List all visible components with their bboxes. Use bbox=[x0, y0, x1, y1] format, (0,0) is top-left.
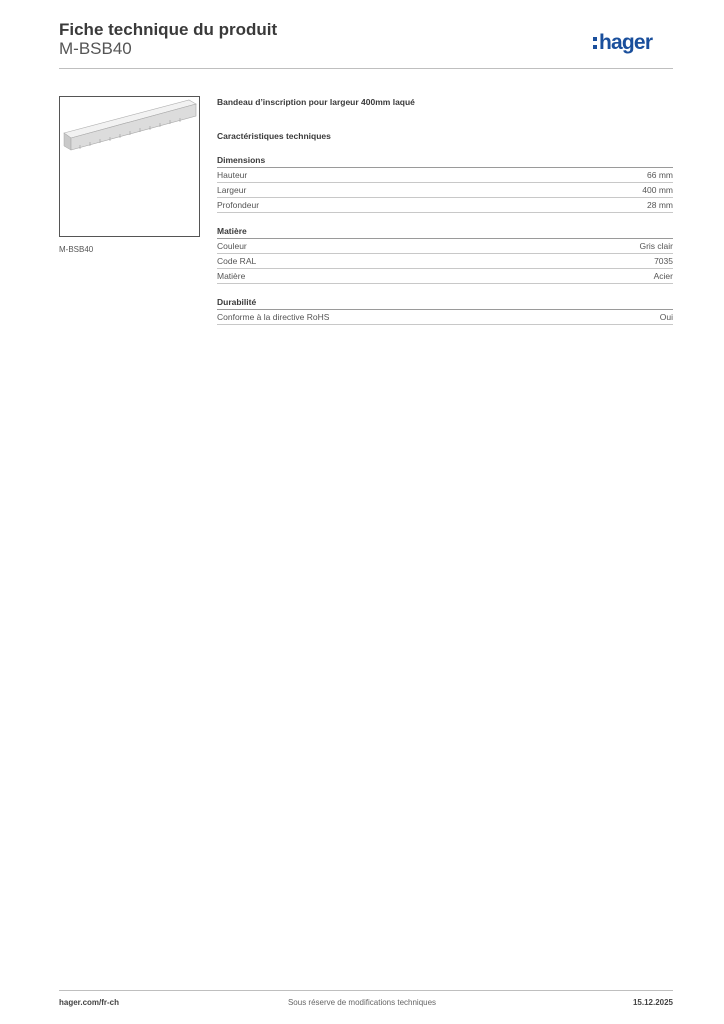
spec-value: Gris clair bbox=[639, 241, 673, 251]
spec-row bbox=[217, 183, 673, 198]
spec-value: 66 mm bbox=[647, 170, 673, 180]
footer-divider bbox=[59, 990, 673, 991]
spec-column bbox=[217, 96, 673, 325]
product-image bbox=[59, 96, 200, 237]
spec-label: Couleur bbox=[217, 241, 247, 251]
hager-logo[interactable] bbox=[593, 28, 673, 58]
spec-value: 7035 bbox=[654, 256, 673, 266]
spec-group-durability bbox=[217, 296, 673, 325]
image-caption: M-BSB40 bbox=[59, 245, 94, 254]
spec-label: Profondeur bbox=[217, 200, 260, 210]
spec-row bbox=[217, 269, 673, 284]
page-title: Fiche technique du produit bbox=[59, 20, 278, 39]
spec-label: Hauteur bbox=[217, 170, 248, 180]
product-reference: M-BSB40 bbox=[59, 39, 132, 58]
spec-value: Oui bbox=[659, 312, 673, 322]
footer-date: 15.12.2025 bbox=[632, 998, 673, 1007]
spec-row bbox=[217, 254, 673, 269]
spec-label: Largeur bbox=[217, 185, 247, 195]
group-title: Matière bbox=[217, 225, 673, 239]
spec-row bbox=[217, 168, 673, 183]
group-title: Dimensions bbox=[217, 154, 673, 168]
product-description: Bandeau d’inscription pour largeur 400mm laqué bbox=[217, 97, 415, 107]
label-strip-icon bbox=[60, 97, 199, 236]
spec-row bbox=[217, 310, 673, 325]
specs-heading: Caractéristiques techniques bbox=[217, 131, 331, 141]
spec-value: 28 mm bbox=[647, 200, 673, 210]
spec-value: Acier bbox=[653, 271, 673, 281]
group-title: Durabilité bbox=[217, 296, 673, 310]
spec-group-material bbox=[217, 225, 673, 284]
spec-group-dimensions bbox=[217, 154, 673, 213]
footer-notice: Sous réserve de modifications techniques bbox=[287, 998, 437, 1007]
footer-website-link[interactable]: hager.com/fr-ch bbox=[59, 998, 120, 1007]
spec-row bbox=[217, 198, 673, 213]
spec-row bbox=[217, 239, 673, 254]
spec-value: 400 mm bbox=[642, 185, 673, 195]
spec-label: Matière bbox=[217, 271, 246, 281]
spec-label: Conforme à la directive RoHS bbox=[217, 312, 330, 322]
spec-label: Code RAL bbox=[217, 256, 257, 266]
logo-text: hager bbox=[599, 31, 653, 54]
header-divider bbox=[59, 68, 673, 69]
